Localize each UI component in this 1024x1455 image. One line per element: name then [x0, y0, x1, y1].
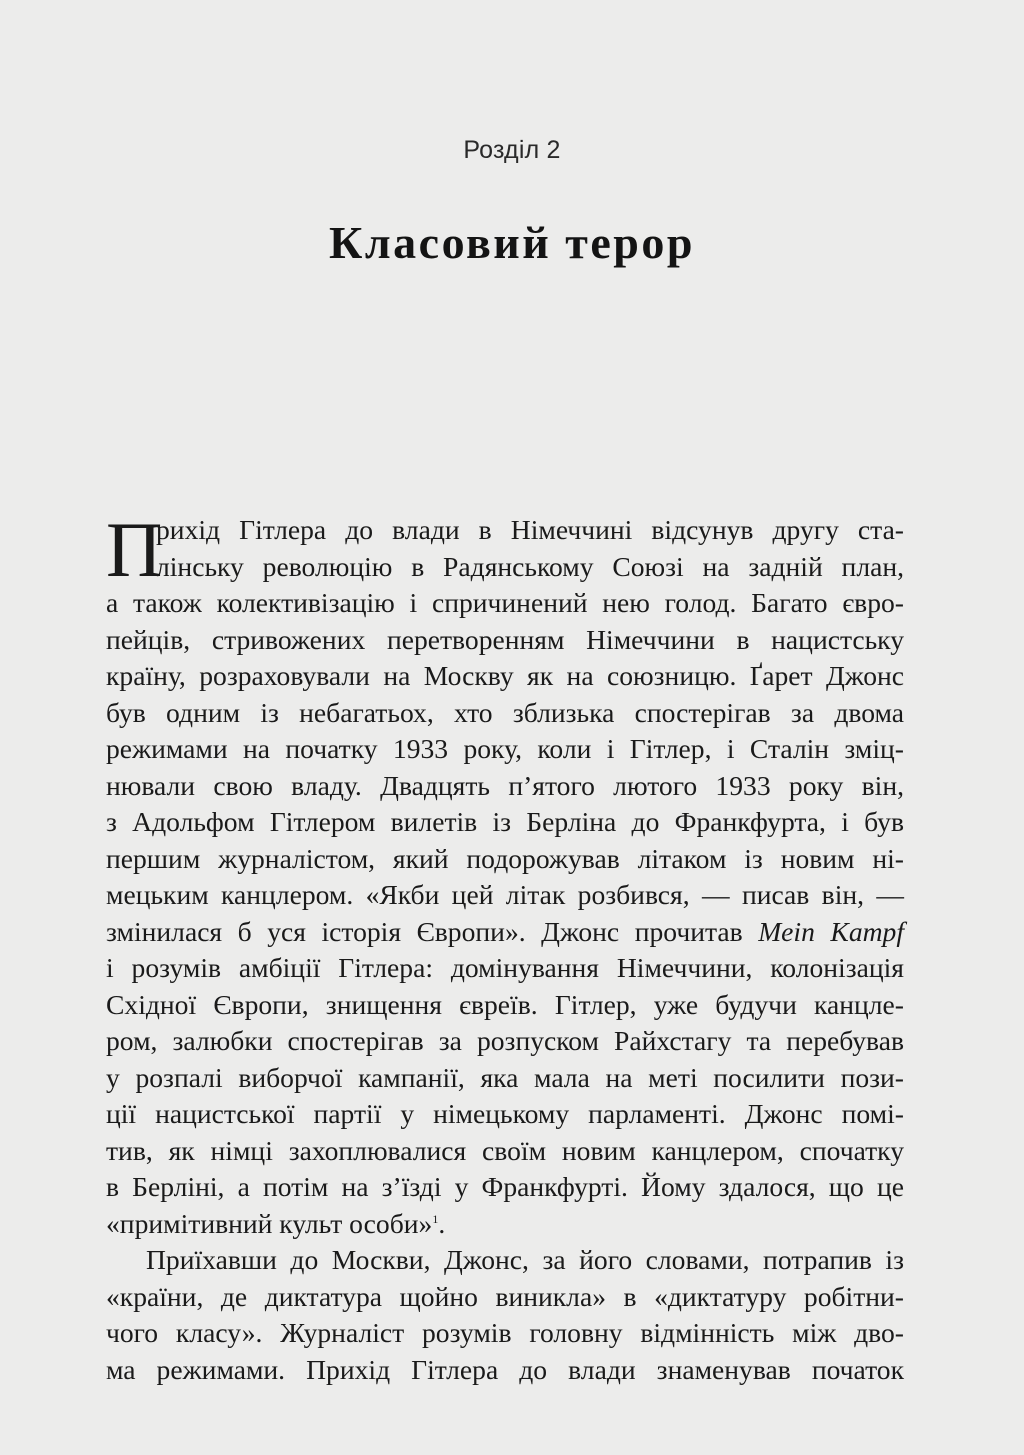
- text-line: Приїхавши до Москви, Джонс, за його словами, потрапив із: [146, 1244, 904, 1275]
- text-line: ром, залюбки спостерігав за розпуском Райхстагу та перебував: [106, 1025, 904, 1056]
- drop-cap: П: [106, 506, 163, 593]
- paragraph-1: [106, 506, 905, 1242]
- text-line: був одним із небагатьох, хто зблизька спостерігав за двома: [106, 696, 904, 728]
- text-line: тив, як німці захоплювалися своїм новим канцлером, спочатку: [106, 1134, 904, 1166]
- book-title-italic: Mein Kampf: [758, 915, 905, 947]
- text-line: в Берліні, а потім на з’їзді у Франкфурті. Йому здалося, що це: [106, 1171, 904, 1202]
- text-line: ції нацистської партії у німецькому парламенті. Джонс помі-: [106, 1098, 904, 1129]
- text-line: у розпалі виборчої кампанії, яка мала на меті посилити пози-: [106, 1061, 904, 1093]
- text-line: режимами на початку 1933 року, коли і Гітлер, і Сталін зміц-: [106, 733, 904, 764]
- text-line: «примітивний культ особи»$^1$.: [106, 1207, 446, 1239]
- text-line: ма режимами. Прихід Гітлера до влади знаменував початок: [106, 1353, 904, 1385]
- body-text: [106, 506, 905, 1388]
- text-line: нювали свою владу. Двадцять п’ятого лютого 1933 року він,: [106, 769, 904, 801]
- footnote-ref[interactable]: 1: [432, 1211, 439, 1226]
- text-line: першим журналістом, який подорожував літаком із новим ні-: [106, 842, 904, 874]
- text-line: країну, розраховували на Москву як на союзницю. Ґарет Джонс: [106, 660, 904, 691]
- paragraph-2: [106, 1242, 904, 1388]
- text-segment: змінилася б уся історія Європи». Джонс прочитав: [106, 915, 759, 947]
- text-line: [106, 914, 904, 951]
- text-line: чого класу». Журналіст розумів головну відмінність між дво-: [106, 1317, 904, 1348]
- text-line: мецьким канцлером. «Якби цей літак розбився, — писав він, —: [106, 879, 904, 910]
- text-line: «країни, де диктатура щойно виникла» в «диктатуру робітни-: [106, 1280, 904, 1312]
- text-line: лінську революцію в Радянському Союзі на задній план,: [156, 550, 904, 582]
- chapter-label: Розділ 2: [463, 136, 561, 164]
- text-line: з Адольфом Гітлером вилетів із Берліна до Франкфурта, і був: [106, 806, 904, 837]
- text-line: Східної Європи, знищення євреїв. Гітлер, уже будучи канцле-: [106, 988, 904, 1020]
- text-line: і розумів амбіції Гітлера: домінування Німеччини, колонізація: [106, 952, 904, 983]
- text-segment: «примітивний культ особи»: [106, 1207, 433, 1239]
- chapter-title: Класовий терор: [329, 217, 695, 268]
- text-line: рихід Гітлера до влади в Німеччині відсунув другу ста-: [156, 514, 904, 545]
- text-line: а також колективізацію і спричинений нею голод. Багато євро-: [106, 587, 904, 618]
- text-line: пейців, стривожених перетворенням Німеччини в нацистську: [106, 623, 904, 655]
